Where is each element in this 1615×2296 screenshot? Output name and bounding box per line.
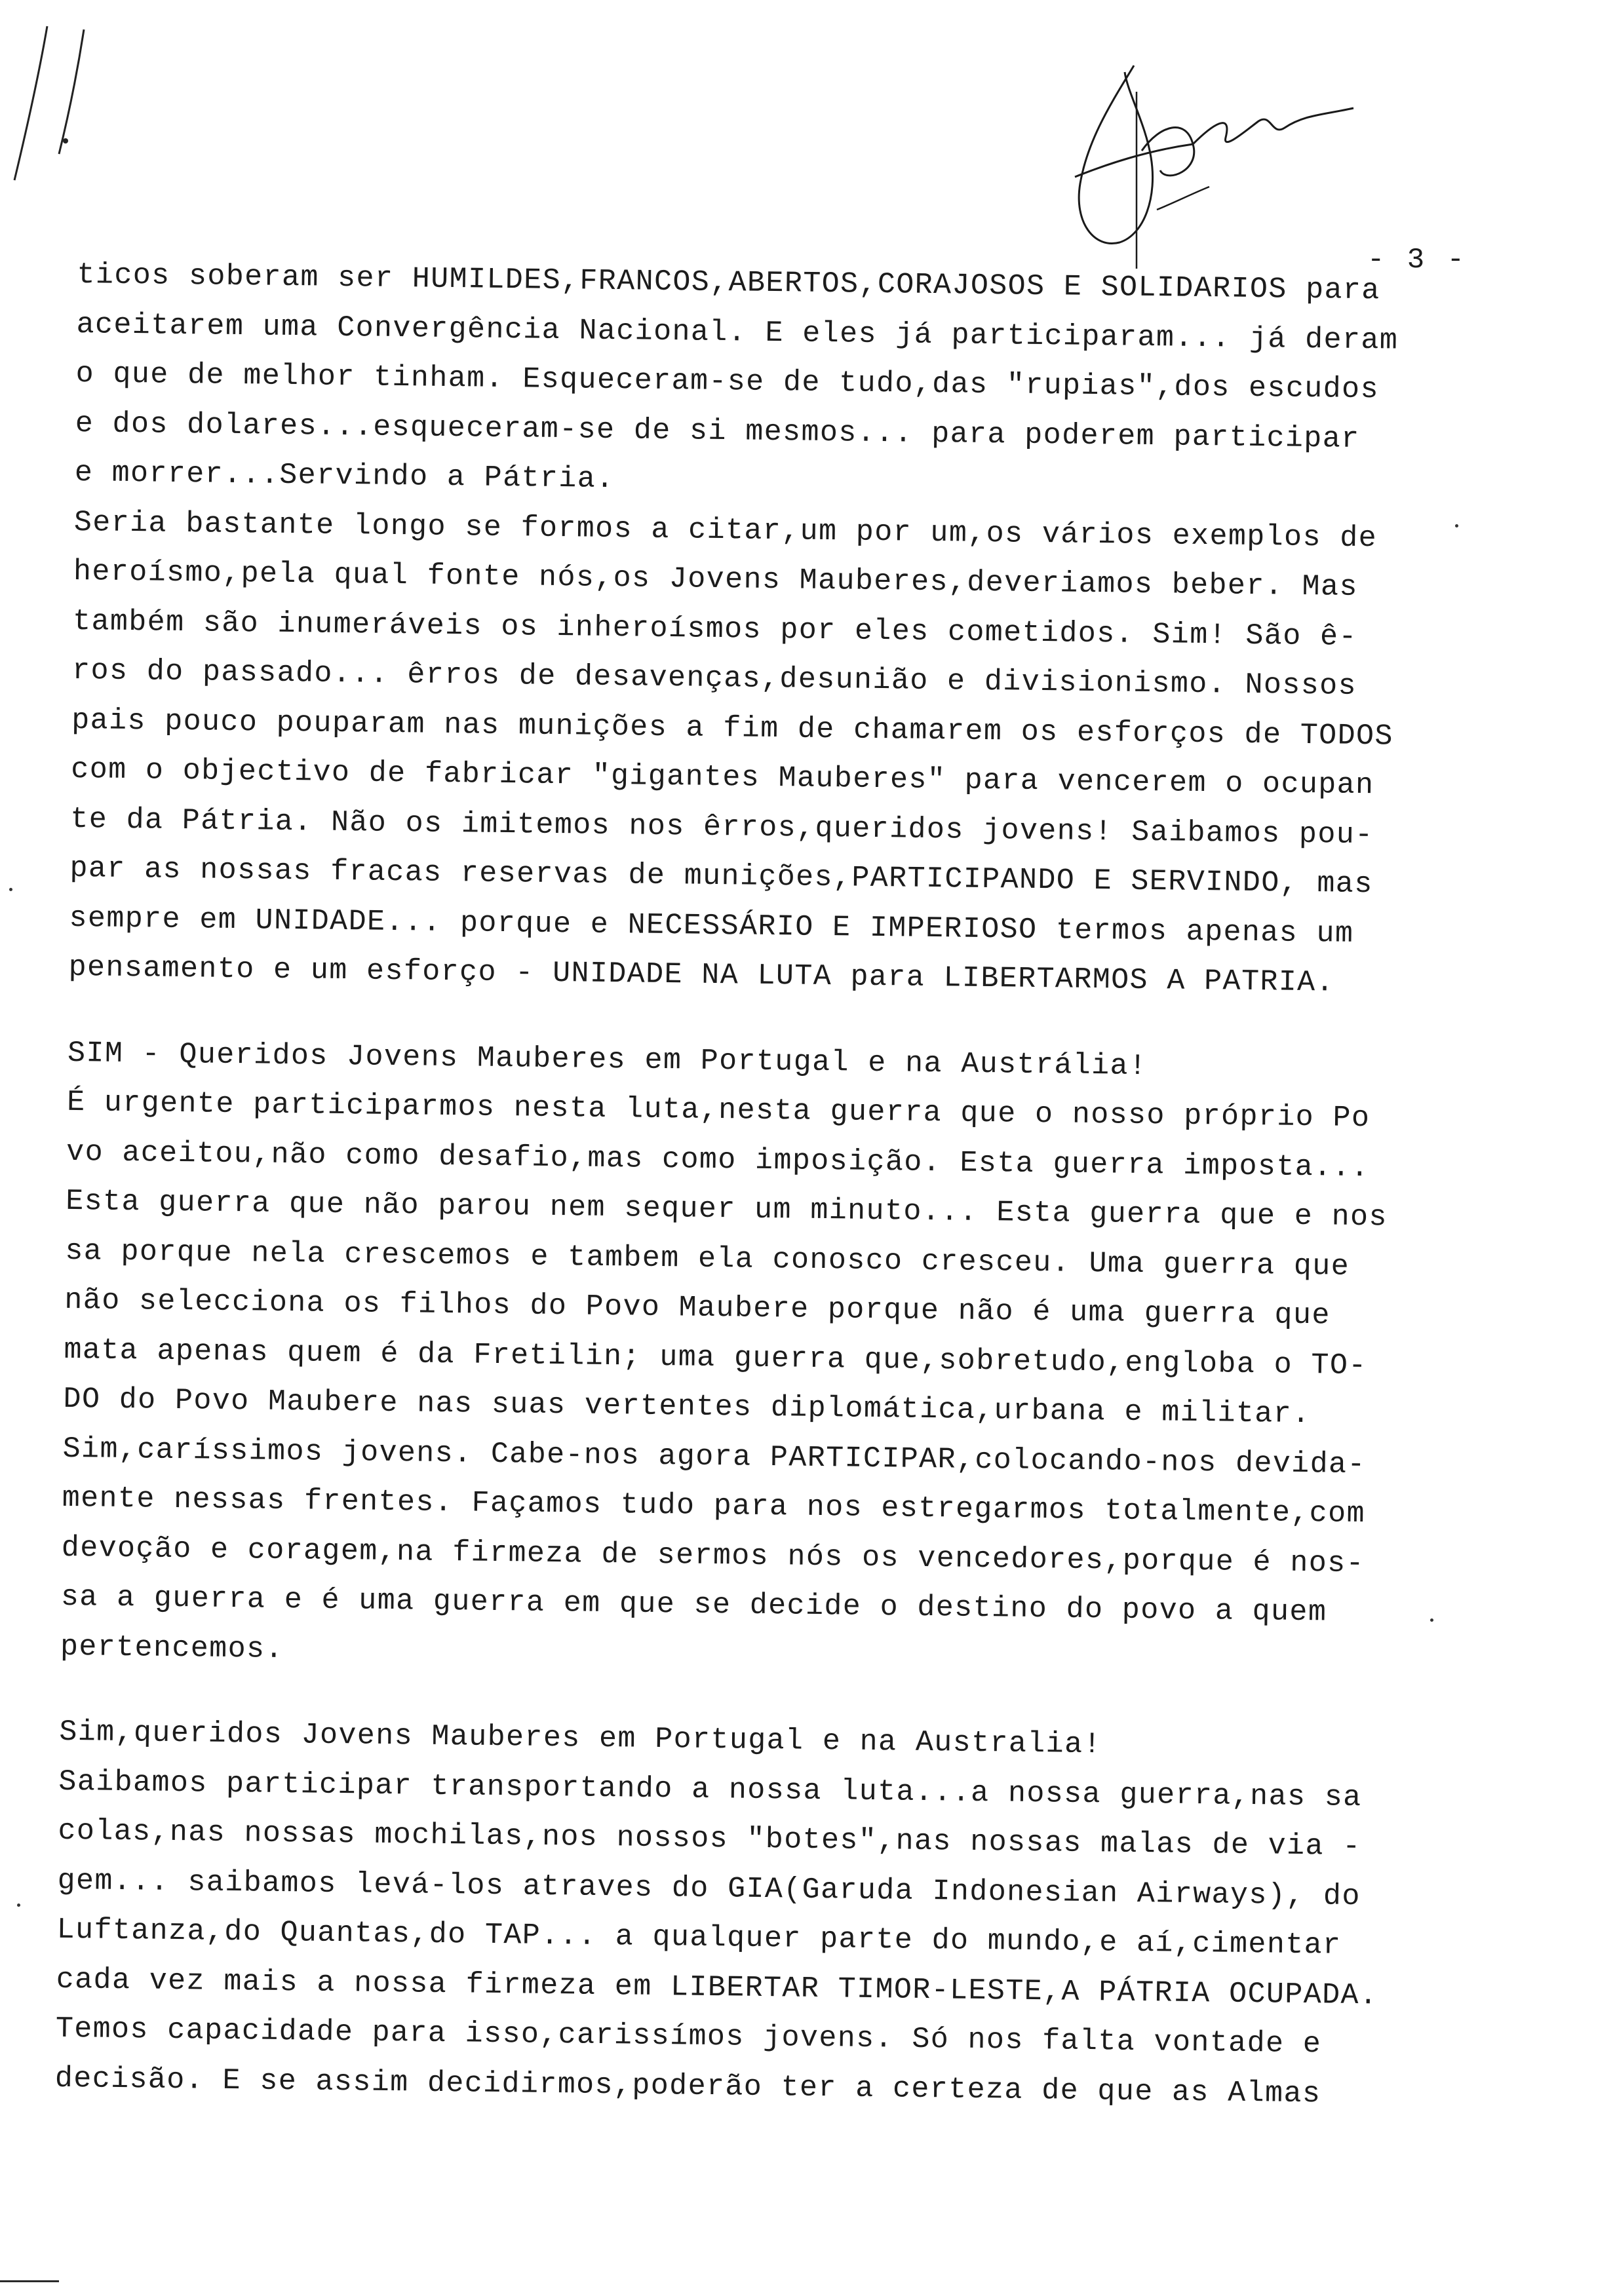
text-line: decisão. E se assim decidirmos,poderão ter a certeza de que as Almas [54, 2061, 1321, 2111]
text-line: Saibamos participar transportando a nossa luta...a nossa guerra,nas sa [58, 1765, 1362, 1814]
scan-edge-mark [0, 2280, 59, 2282]
text-line: sa porque nela crescemos e tambem ela conosco cresceu. Uma guerra que [65, 1234, 1350, 1284]
handwritten-signature [996, 52, 1363, 288]
text-line: Luftanza,do Quantas,do TAP... a qualquer parte do mundo,e aí,cimentar [56, 1913, 1342, 1962]
text-line: É urgente participarmos nesta luta,nesta guerra que o nosso próprio Po [66, 1085, 1371, 1136]
text-line: e dos dolares...esqueceram-se de si mesmos... para poderem participar [75, 406, 1360, 456]
text-line: te da Pátria. Não os imitemos nos êrros,queridos jovens! Saibamos pou- [70, 802, 1374, 852]
text-line: sempre em UNIDADE... porque e NECESSÁRIO E IMPERIOSO termos apenas um [69, 901, 1354, 951]
scan-speck [17, 1904, 20, 1907]
text-line: mente nessas frentes. Façamos tudo para nos estregarmos totalmente,com [62, 1481, 1366, 1531]
text-line: o que de melhor tinham. Esqueceram-se de tudo,das "rupias",dos escudos [75, 356, 1380, 407]
text-line: gem... saibamos levá-los atraves do GIA(Garuda Indonesian Airways), do [57, 1864, 1361, 1913]
text-line: Sim,caríssimos jovens. Cabe-nos agora PARTICIPAR,colocando-nos devida- [62, 1432, 1367, 1482]
text-line: e morrer...Servindo a Pátria. [74, 455, 615, 497]
paragraph [54, 1708, 1468, 2120]
scan-speck [9, 888, 12, 891]
text-line: ticos soberam ser HUMILDES,FRANCOS,ABERTOS,CORAJOSOS E SOLIDARIOS para [77, 258, 1381, 308]
text-line: aceitarem uma Convergência Nacional. E eles já participaram... já deram [76, 307, 1399, 358]
text-line: pensamento e um esforço - UNIDADE NA LUTA para LIBERTARMOS A PATRIA. [68, 950, 1335, 1000]
text-line: DO do Povo Maubere nas suas vertentes diplomática,urbana e militar. [63, 1382, 1311, 1432]
text-line: pertencemos. [60, 1630, 284, 1666]
margin-pen-mark [0, 0, 131, 210]
text-line: Seria bastante longo se formos a citar,um por um,os vários exemplos de [73, 505, 1378, 555]
scan-speck [1455, 524, 1458, 527]
text-line: sa a guerra e é uma guerra em que se decide o destino do povo a quem [60, 1580, 1327, 1630]
paragraph [60, 1028, 1477, 1689]
letter-body [54, 250, 1486, 2120]
text-line: Temos capacidade para isso,carissímos jovens. Só nos falta vontade e [55, 2012, 1322, 2061]
text-line: ros do passado... êrros de desavenças,desunião e divisionismo. Nossos [71, 653, 1357, 703]
page-number: - 3 - [1367, 244, 1468, 277]
text-line: com o objectivo de fabricar "gigantes Mauberes" para vencerem o ocupan [71, 752, 1374, 803]
text-line: Esta guerra que não parou nem sequer um minuto... Esta guerra que e nos [65, 1184, 1388, 1234]
text-line: não selecciona os filhos do Povo Maubere porque não é uma guerra que [64, 1283, 1331, 1333]
text-line: SIM - Queridos Jovens Mauberes em Portugal e na Austrália! [67, 1036, 1148, 1083]
text-line: vo aceitou,não como desafio,mas como imposição. Esta guerra imposta... [66, 1135, 1370, 1185]
text-line: pais pouco pouparam nas munições a fim de chamarem os esforços de TODOS [71, 703, 1394, 754]
text-line: devoção e coragem,na firmeza de sermos nós os vencedores,porque é nos- [61, 1531, 1365, 1580]
text-line: colas,nas nossas mochilas,nos nossos "botes",nas nossas malas de via - [58, 1814, 1362, 1864]
scan-speck [1430, 1618, 1433, 1622]
text-line: Sim,queridos Jovens Mauberes em Portugal e na Australia! [59, 1715, 1102, 1762]
text-line: heroísmo,pela qual fonte nós,os Jovens Mauberes,deveriamos beber. Mas [73, 554, 1359, 604]
text-line: também são inumeráveis os inheroísmos por eles cometidos. Sim! São ê- [72, 604, 1358, 654]
text-line: par as nossas fracas reservas de munições,PARTICIPANDO E SERVINDO, mas [69, 851, 1373, 902]
text-line: mata apenas quem é da Fretilin; uma guerra que,sobretudo,engloba o TO- [64, 1333, 1367, 1383]
paragraph [68, 250, 1487, 1010]
text-line: cada vez mais a nossa firmeza em LIBERTAR TIMOR-LESTE,A PÁTRIA OCUPADA. [56, 1962, 1378, 2012]
